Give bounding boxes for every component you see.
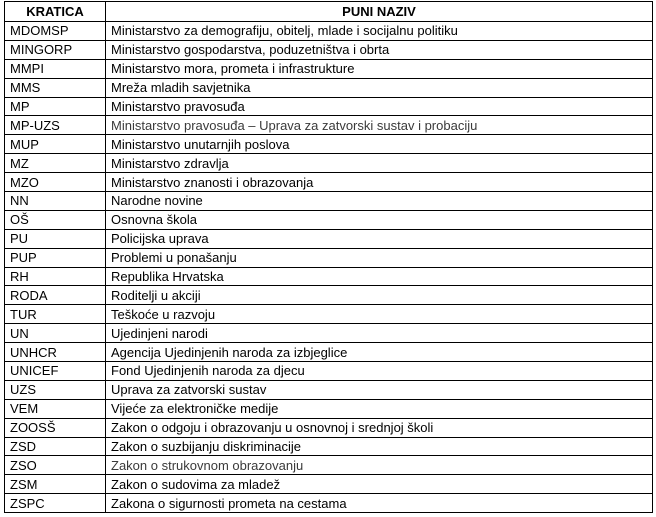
table-row (5, 324, 653, 343)
full-name-cell: Osnovna škola (106, 210, 653, 229)
table-row (5, 305, 653, 324)
full-name-cell: Ujedinjeni narodi (106, 324, 653, 343)
full-name-cell: Fond Ujedinjenih naroda za djecu (106, 362, 653, 381)
table-row (5, 229, 653, 248)
abbreviation-cell: MINGORP (5, 40, 106, 59)
abbreviation-cell: MUP (5, 135, 106, 154)
full-name-cell: Roditelji u akciji (106, 286, 653, 305)
table-row (5, 40, 653, 59)
full-name-cell: Ministarstvo unutarnjih poslova (106, 135, 653, 154)
abbreviation-cell: ZOOSŠ (5, 418, 106, 437)
table-row (5, 286, 653, 305)
full-name-cell: Vijeće za elektroničke medije (106, 399, 653, 418)
abbreviation-cell: ZSPC (5, 494, 106, 513)
table-row (5, 494, 653, 513)
full-name-cell: Problemi u ponašanju (106, 248, 653, 267)
abbreviation-cell: MMPI (5, 59, 106, 78)
full-name-cell: Zakon o sudovima za mladež (106, 475, 653, 494)
full-name-cell: Ministarstvo pravosuđa (106, 97, 653, 116)
abbreviation-cell: ZSO (5, 456, 106, 475)
abbreviation-cell: NN (5, 192, 106, 211)
abbreviation-cell: RH (5, 267, 106, 286)
table-header-row (5, 2, 653, 22)
table-row (5, 173, 653, 192)
full-name-cell: Ministarstvo pravosuđa – Uprava za zatvorski sustav i probaciju (106, 116, 653, 135)
full-name-cell: Zakon o suzbijanju diskriminacije (106, 437, 653, 456)
abbreviation-cell: MP-UZS (5, 116, 106, 135)
table-row (5, 116, 653, 135)
full-name-cell: Ministarstvo zdravlja (106, 154, 653, 173)
abbreviation-cell: UNHCR (5, 343, 106, 362)
table-row (5, 399, 653, 418)
table-row (5, 78, 653, 97)
header-abbreviation: KRATICA (5, 2, 106, 22)
table-row (5, 456, 653, 475)
abbreviation-cell: MZ (5, 154, 106, 173)
table-row (5, 22, 653, 41)
abbreviation-cell: MMS (5, 78, 106, 97)
abbreviation-cell: UNICEF (5, 362, 106, 381)
full-name-cell: Ministarstvo znanosti i obrazovanja (106, 173, 653, 192)
abbreviation-cell: UZS (5, 380, 106, 399)
full-name-cell: Zakon o strukovnom obrazovanju (106, 456, 653, 475)
table-row (5, 343, 653, 362)
table-row (5, 97, 653, 116)
abbreviation-cell: MZO (5, 173, 106, 192)
header-full-name: PUNI NAZIV (106, 2, 653, 22)
full-name-cell: Zakona o sigurnosti prometa na cestama (106, 494, 653, 513)
table-row (5, 437, 653, 456)
table-row (5, 59, 653, 78)
table-row (5, 418, 653, 437)
full-name-cell: Ministarstvo gospodarstva, poduzetništva i obrta (106, 40, 653, 59)
full-name-cell: Mreža mladih savjetnika (106, 78, 653, 97)
full-name-cell: Agencija Ujedinjenih naroda za izbjeglice (106, 343, 653, 362)
full-name-cell: Zakon o odgoju i obrazovanju u osnovnoj i srednjoj školi (106, 418, 653, 437)
table-body (5, 22, 653, 513)
table-row (5, 192, 653, 211)
table-row (5, 380, 653, 399)
full-name-cell: Narodne novine (106, 192, 653, 211)
abbreviation-cell: ZSM (5, 475, 106, 494)
full-name-cell: Teškoće u razvoju (106, 305, 653, 324)
full-name-cell: Uprava za zatvorski sustav (106, 380, 653, 399)
abbreviation-cell: RODA (5, 286, 106, 305)
abbreviation-cell: UN (5, 324, 106, 343)
table-row (5, 267, 653, 286)
full-name-cell: Policijska uprava (106, 229, 653, 248)
abbreviation-cell: ZSD (5, 437, 106, 456)
abbreviation-cell: MDOMSP (5, 22, 106, 41)
table-row (5, 135, 653, 154)
abbreviation-cell: TUR (5, 305, 106, 324)
abbreviation-cell: VEM (5, 399, 106, 418)
abbreviation-cell: PU (5, 229, 106, 248)
abbreviations-table (4, 1, 653, 513)
full-name-cell: Ministarstvo za demografiju, obitelj, mlade i socijalnu politiku (106, 22, 653, 41)
table-row (5, 475, 653, 494)
table-row (5, 362, 653, 381)
table-row (5, 154, 653, 173)
abbreviation-cell: OŠ (5, 210, 106, 229)
full-name-cell: Ministarstvo mora, prometa i infrastrukture (106, 59, 653, 78)
full-name-cell: Republika Hrvatska (106, 267, 653, 286)
abbreviation-cell: PUP (5, 248, 106, 267)
table-row (5, 248, 653, 267)
table-row (5, 210, 653, 229)
abbreviation-cell: MP (5, 97, 106, 116)
